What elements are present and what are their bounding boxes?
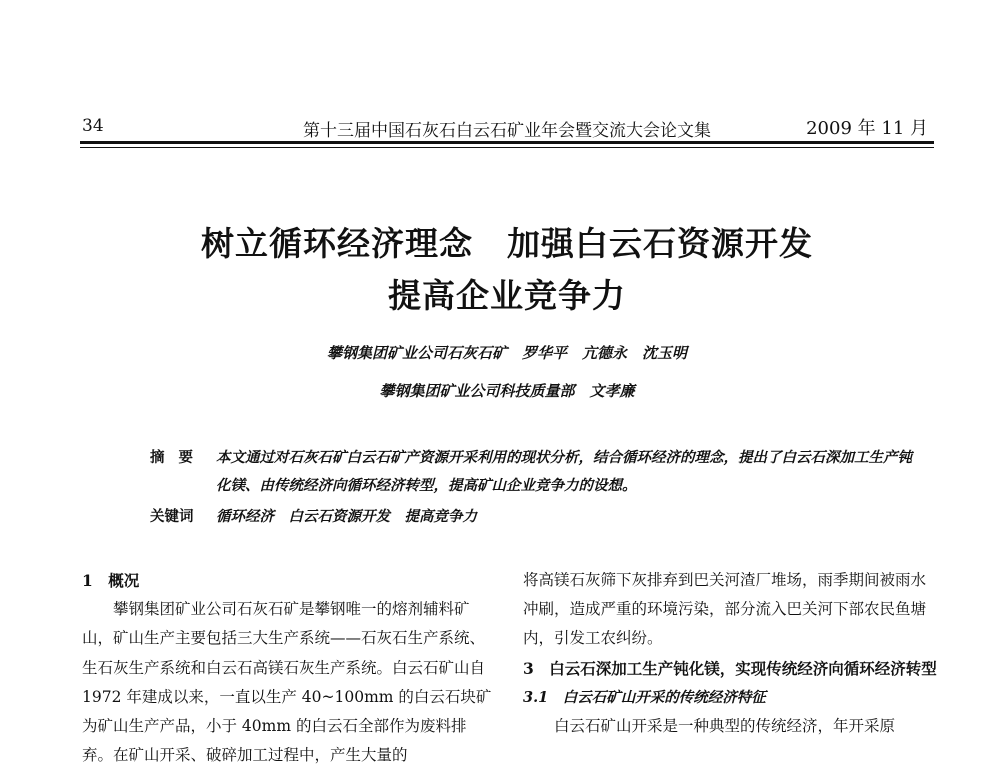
keywords-text: 循环经济 白云石资源开发 提高竞争力 — [216, 508, 477, 525]
abstract — [150, 444, 920, 500]
keywords — [150, 503, 920, 531]
publication-date: 2009 年 11 月 — [806, 118, 928, 139]
keywords-label: 关键词 — [150, 508, 194, 525]
author-line-1: 攀钢集团矿业公司石灰石矿 罗华平 亢德永 沈玉明 — [326, 344, 687, 362]
abstract-text: 本文通过对石灰石矿白云石矿产资源开采利用的现状分析，结合循环经济的理念，提出了白云石深加工生产钝化镁、由传统经济向循环经济转型，提高矿山企业竞争力的设想。 — [216, 449, 912, 494]
page-number: 34 — [82, 116, 104, 136]
journal-title: 第十三届中国石灰石白云石矿业年会暨交流大会论文集 — [303, 121, 711, 141]
body-paragraph-2: 白云石矿山开采是一种典型的传统经济，年开采原 — [554, 717, 896, 736]
body-paragraph-continued: 将高镁石灰筛下灰排弃到巴关河渣厂堆场，雨季期间被雨水冲刷，造成严重的环境污染，部分流入巴关河下部农民鱼塘内，引发工农纠纷。 — [523, 571, 927, 648]
left-column — [82, 566, 497, 770]
header-rule-thin — [80, 147, 934, 148]
running-header — [82, 114, 932, 141]
body-paragraph: 攀钢集团矿业公司石灰石矿是攀钢唯一的熔剂辅料矿山，矿山生产主要包括三大生产系统——石灰石生产系统、生石灰生产系统和白云石高镁石灰生产系统。白云石矿山自 1972 年建成以来，一直以生产 40~100mm 的白云石块矿为矿山生产产品，小于 40mm 的白云石全部作为废料排弃。在矿山开采、破碎加工过程中，产生大量的 — [82, 600, 492, 765]
paper-title-line-2: 提高企业竞争力 — [388, 276, 626, 315]
subsection-heading-3-1: 3.1 白云石矿山开采的传统经济特征 — [523, 688, 766, 706]
section-heading-3: 3 白云石深加工生产钝化镁，实现传统经济向循环经济转型 — [523, 658, 937, 678]
header-rule-thick — [80, 141, 934, 144]
abstract-label: 摘要 — [150, 449, 207, 466]
paper-title-line-1: 树立循环经济理念 加强白云石资源开发 — [201, 224, 813, 263]
right-column — [523, 566, 938, 741]
section-heading-1: 1 概况 — [82, 571, 140, 590]
author-line-2: 攀钢集团矿业公司科技质量部 文孝廉 — [379, 382, 635, 400]
